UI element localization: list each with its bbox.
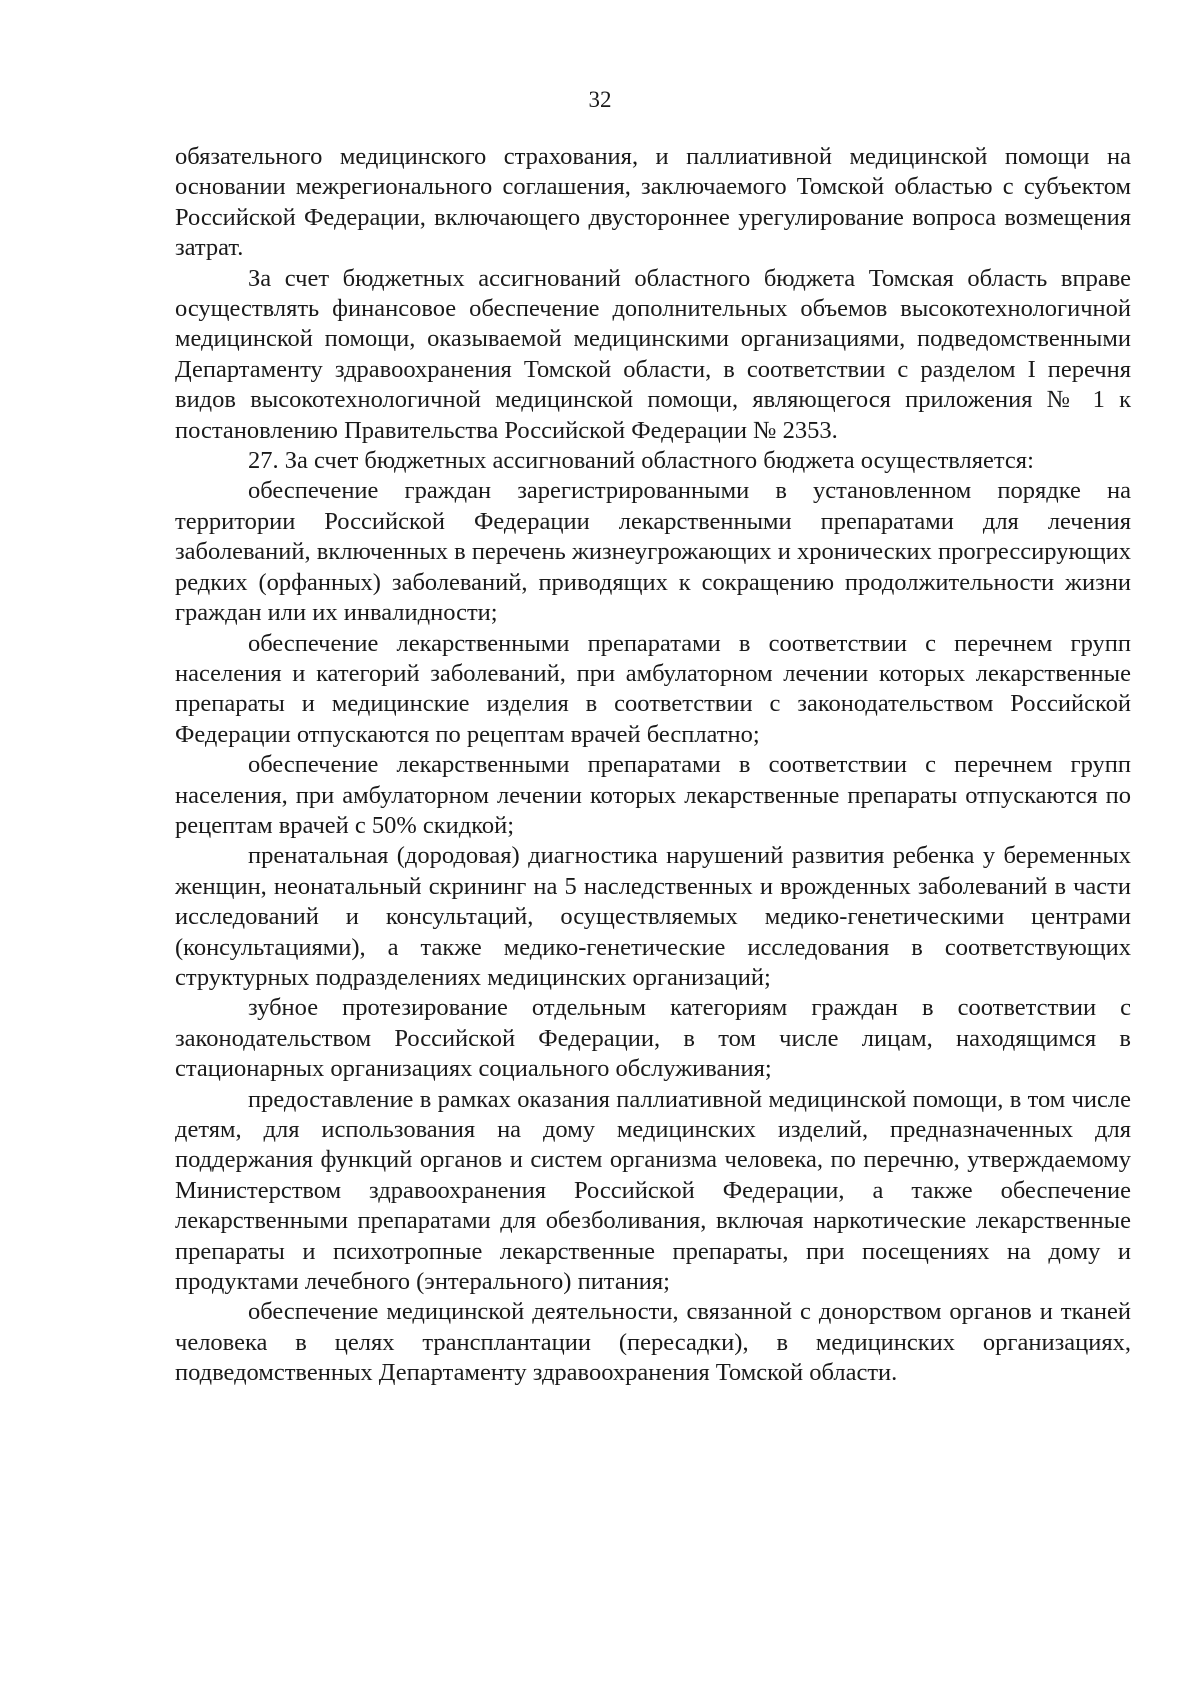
paragraph-free-prescriptions: обеспечение лекарственными препаратами в соответствии с перечнем групп населения и категорий заболеваний, при амбулаторном лечении которых лекарственные препараты и медицинские изделия в соответствии с законодательством Российской Федерации отпускаются по рецептам врачей бесплатно; <box>175 629 1131 748</box>
paragraph-palliative-devices: предоставление в рамках оказания паллиативной медицинской помощи, в том числе детям, для использования на дому медицинских изделий, предназначенных для поддержания функций органов и систем организма человека, по перечню, утверждаемому Министерством здравоохранения Российской Федерации, а также обеспечение лекарственными препаратами для обезболивания, включая наркотические лекарственные препараты и психотропные лекарственные препараты, при посещениях на дому и продуктами лечебного (энтерального) питания; <box>175 1085 1131 1296</box>
paragraph-high-tech-care: За счет бюджетных ассигнований областного бюджета Томская область вправе осуществлять финансовое обеспечение дополнительных объемов высокотехнологичной медицинской помощи, оказываемой медицинскими организациями, подведомственными Департаменту здравоохранения Томской области, в соответствии с разделом I перечня видов высокотехнологичной медицинской помощи, являющегося приложения № 1 к постановлению Правительства Российской Федерации № 2353. <box>175 264 1131 444</box>
document-body <box>175 142 1131 1389</box>
paragraph-item-27-heading: 27. За счет бюджетных ассигнований областного бюджета осуществляется: <box>248 447 1034 475</box>
page-number: 32 <box>588 87 612 112</box>
paragraph-discount-prescriptions: обеспечение лекарственными препаратами в соответствии с перечнем групп населения, при амбулаторном лечении которых лекарственные препараты отпускаются по рецептам врачей с 50% скидкой; <box>175 751 1131 839</box>
paragraph-orphan-diseases: обеспечение граждан зарегистрированными в установленном порядке на территории Российской Федерации лекарственными препаратами для лечения заболеваний, включенных в перечень жизнеугрожающих и хронических прогрессирующих редких (орфанных) заболеваний, приводящих к сокращению продолжительности жизни граждан или их инвалидности; <box>175 477 1131 627</box>
paragraph-prenatal-diagnostics: пренатальная (дородовая) диагностика нарушений развития ребенка у беременных женщин, неонатальный скрининг на 5 наследственных и врожденных заболеваний в части исследований и консультаций, осуществляемых медико-генетическими центрами (консультациями), а также медико-генетические исследования в соответствующих структурных подразделениях медицинских организаций; <box>175 842 1131 991</box>
paragraph-organ-donation: обеспечение медицинской деятельности, связанной с донорством органов и тканей человека в целях трансплантации (пересадки), в медицинских организациях, подведомственных Департаменту здравоохранения Томской области. <box>175 1298 1131 1387</box>
paragraph-dental-prosthetics: зубное протезирование отдельным категориям граждан в соответствии с законодательством Российской Федерации, в том числе лицам, находящимся в стационарных организациях социального обслуживания; <box>175 994 1131 1083</box>
paragraph-continuation: обязательного медицинского страхования, и паллиативной медицинской помощи на основании межрегионального соглашения, заключаемого Томской областью с субъектом Российской Федерации, включающего двустороннее урегулирование вопроса возмещения затрат. <box>175 143 1131 262</box>
